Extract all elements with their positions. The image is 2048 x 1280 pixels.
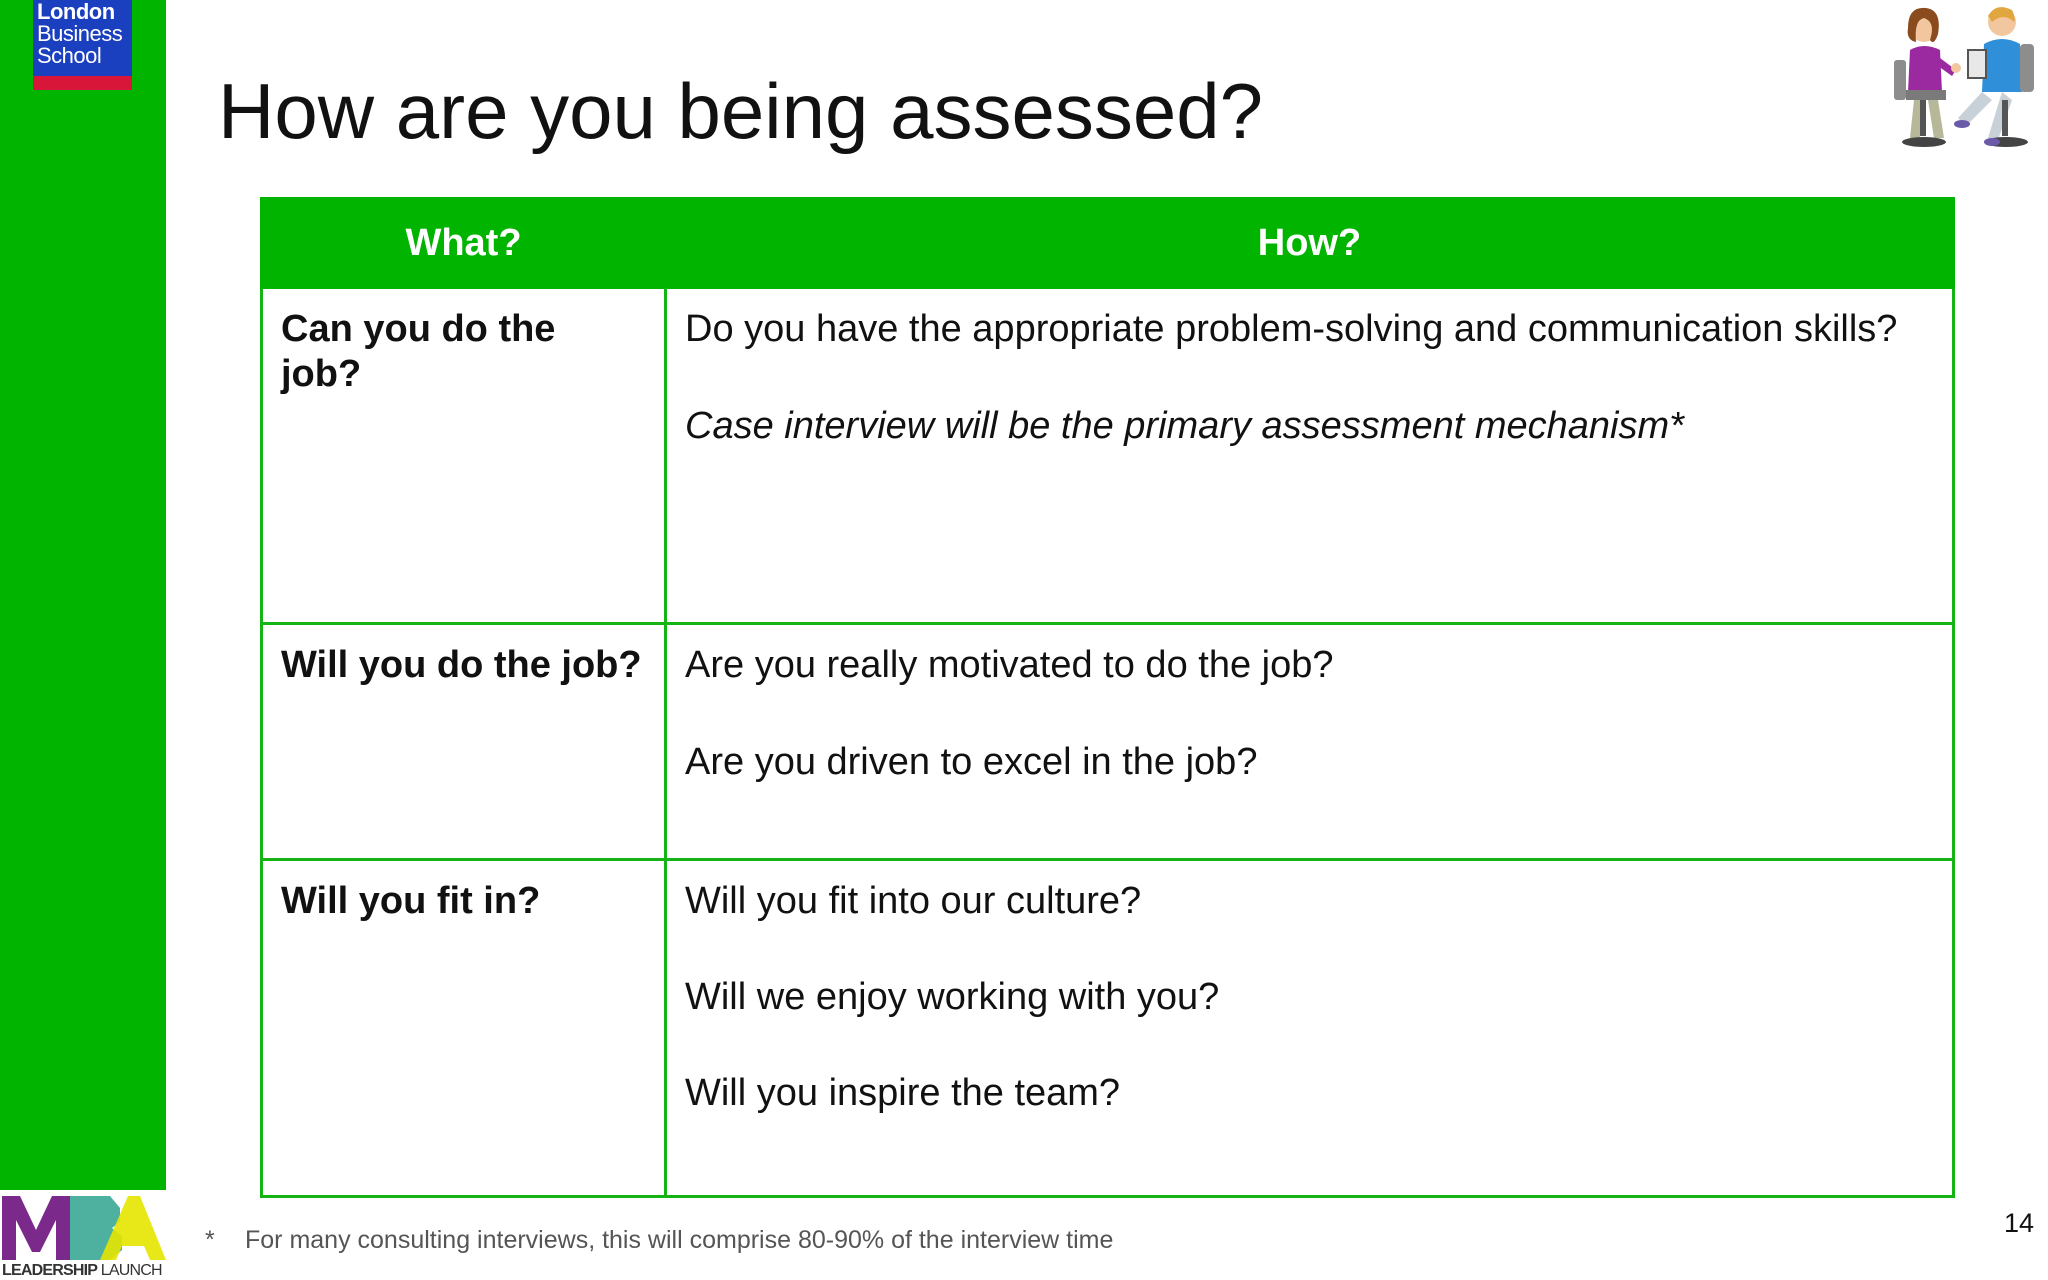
- logo-line-school: School: [37, 43, 102, 68]
- mba-logo-subtitle: LEADERSHIP LAUNCH: [2, 1262, 162, 1279]
- mba-letters-icon: [0, 1190, 166, 1262]
- table-header-row: [262, 199, 1954, 288]
- footnote-marker: *: [205, 1226, 215, 1254]
- green-sidebar: [0, 0, 166, 1190]
- how-line: Will you fit into our culture?: [685, 880, 1142, 922]
- header-how: How?: [666, 199, 1954, 288]
- logo-red-stripe: [33, 76, 132, 90]
- what-cell: Will you do the job?: [262, 624, 666, 860]
- mba-leadership-launch-logo: [0, 1190, 166, 1280]
- how-line: Are you really motivated to do the job?: [685, 644, 1334, 686]
- how-line: Will we enjoy working with you?: [685, 976, 1220, 1018]
- footnote-text: For many consulting interviews, this will comprise 80-90% of the interview time: [245, 1226, 1114, 1254]
- assessment-table: [260, 197, 1955, 1198]
- london-business-school-logo: [33, 0, 132, 90]
- table-row: [262, 860, 1954, 1197]
- slide-title: How are you being assessed?: [218, 67, 1263, 155]
- logo-line-london: London: [37, 0, 115, 24]
- header-what: What?: [262, 199, 666, 288]
- what-cell: Can you do the job?: [262, 288, 666, 624]
- table-row: [262, 624, 1954, 860]
- interview-people-illustration: [1884, 0, 2048, 160]
- how-line: Are you driven to excel in the job?: [685, 741, 1258, 783]
- how-line: Do you have the appropriate problem-solving and communication skills?: [685, 308, 1898, 350]
- how-cell: [666, 624, 1954, 860]
- table-row: [262, 288, 1954, 624]
- how-line: Will you inspire the team?: [685, 1072, 1121, 1114]
- logo-line-business: Business: [37, 21, 123, 46]
- how-line-italic: Case interview will be the primary assessment mechanism*: [685, 405, 1684, 447]
- how-cell: [666, 288, 1954, 624]
- what-cell: Will you fit in?: [262, 860, 666, 1197]
- page-number: 14: [2003, 1208, 2034, 1238]
- how-cell: [666, 860, 1954, 1197]
- footnote: [205, 1226, 1113, 1255]
